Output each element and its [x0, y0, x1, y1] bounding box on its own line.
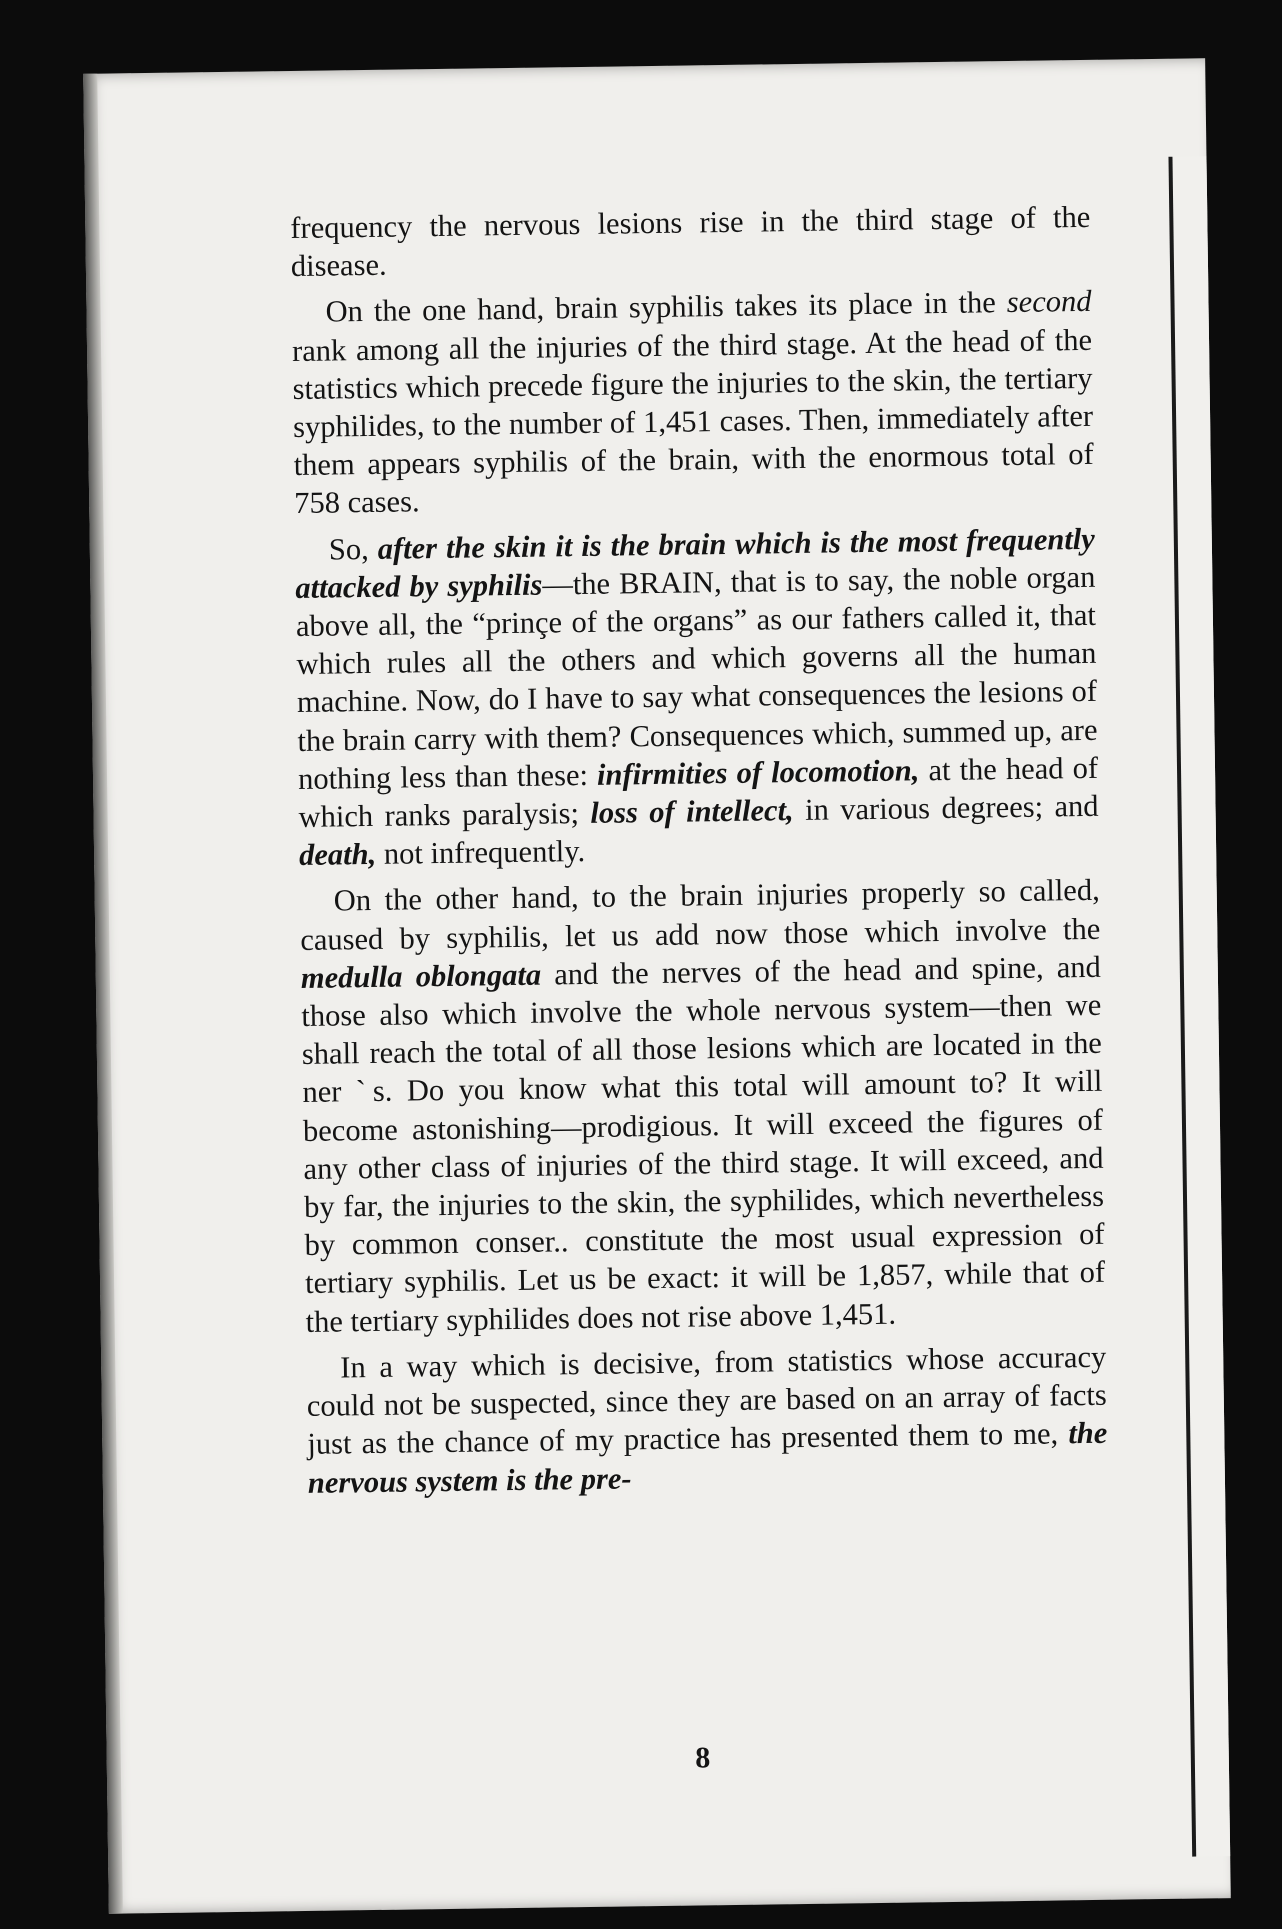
text-run: in various degrees; and [793, 788, 1099, 828]
text-run: frequency the nervous lesions rise in the third stage of the disease. [290, 199, 1091, 284]
emphasized-text: the nervous system is the pre- [307, 1416, 1108, 1500]
text-run: In a way which is decisive, from statistics whose accuracy could not be suspected, since they are based on an array of facts just as the chance of my practice has presented them to me, [306, 1339, 1107, 1462]
paragraph [291, 282, 1094, 522]
paragraph [306, 1338, 1108, 1502]
text-run: and the nerves of the head and spine, and those also which involve the whole nervous system—then we shall reach the total of all those lesions which are located in the ner ˋs. Do you know what this total will amount to? It will become astonishing—prodigious. It will exceed the figures of any other class of injuries of the third stage. It will exceed, and by far, the injuries to the skin, the syphilides, which nevertheless by common conser.. constitute the most usual expression of tertiary syphilis. Let us be exact: it will be 1,857, while that of the tertiary syphilides does not rise above 1,451. [301, 949, 1106, 1339]
emphasized-text: medulla oblongata [300, 957, 542, 995]
page-binding-edge [83, 74, 123, 1914]
emphasized-text: infirmities of locomotion, [596, 753, 920, 792]
text-run: So, [328, 531, 378, 567]
text-run: On the one hand, brain syphilis takes its place in the [325, 285, 1008, 329]
text-run: On the other hand, to the brain injuries properly so called, caused by syphilis, let us add now those which involve the [300, 873, 1101, 957]
paragraph [295, 519, 1100, 874]
text-run: —the BRAIN, that is to say, the noble organ above all, the “prinçe of the organs” as our fathers called it, that which rules all the others and which governs all the human machine. Now, do I have to say what consequences the lesions of the brain carry with them? Consequences which, summed up, are nothing less than these: [295, 559, 1098, 796]
facing-page-edge [1168, 156, 1230, 1856]
emphasized-text: second [1006, 284, 1092, 320]
paragraph [290, 198, 1091, 286]
body-text [290, 198, 1108, 1510]
paragraph [300, 871, 1106, 1341]
emphasized-text: after the skin it is the brain which is the most frequently attacked by syphilis [295, 521, 1096, 605]
text-run: at the head of which ranks paralysis; [298, 750, 1099, 835]
text-run: rank among all the injuries of the third stage. At the head of the statistics which precede figure the injuries to the skin, the tertiary syphilides, to the number of 1,451 cases. Then, immediately after them appears syphilis of the brain, with the enormous total of 758 cases. [291, 322, 1094, 521]
emphasized-text: death, [298, 837, 377, 873]
emphasized-text: loss of intellect, [590, 793, 794, 830]
text-run: not infrequently. [376, 834, 586, 872]
book-page [83, 58, 1231, 1913]
page-number: 8 [695, 1741, 711, 1775]
